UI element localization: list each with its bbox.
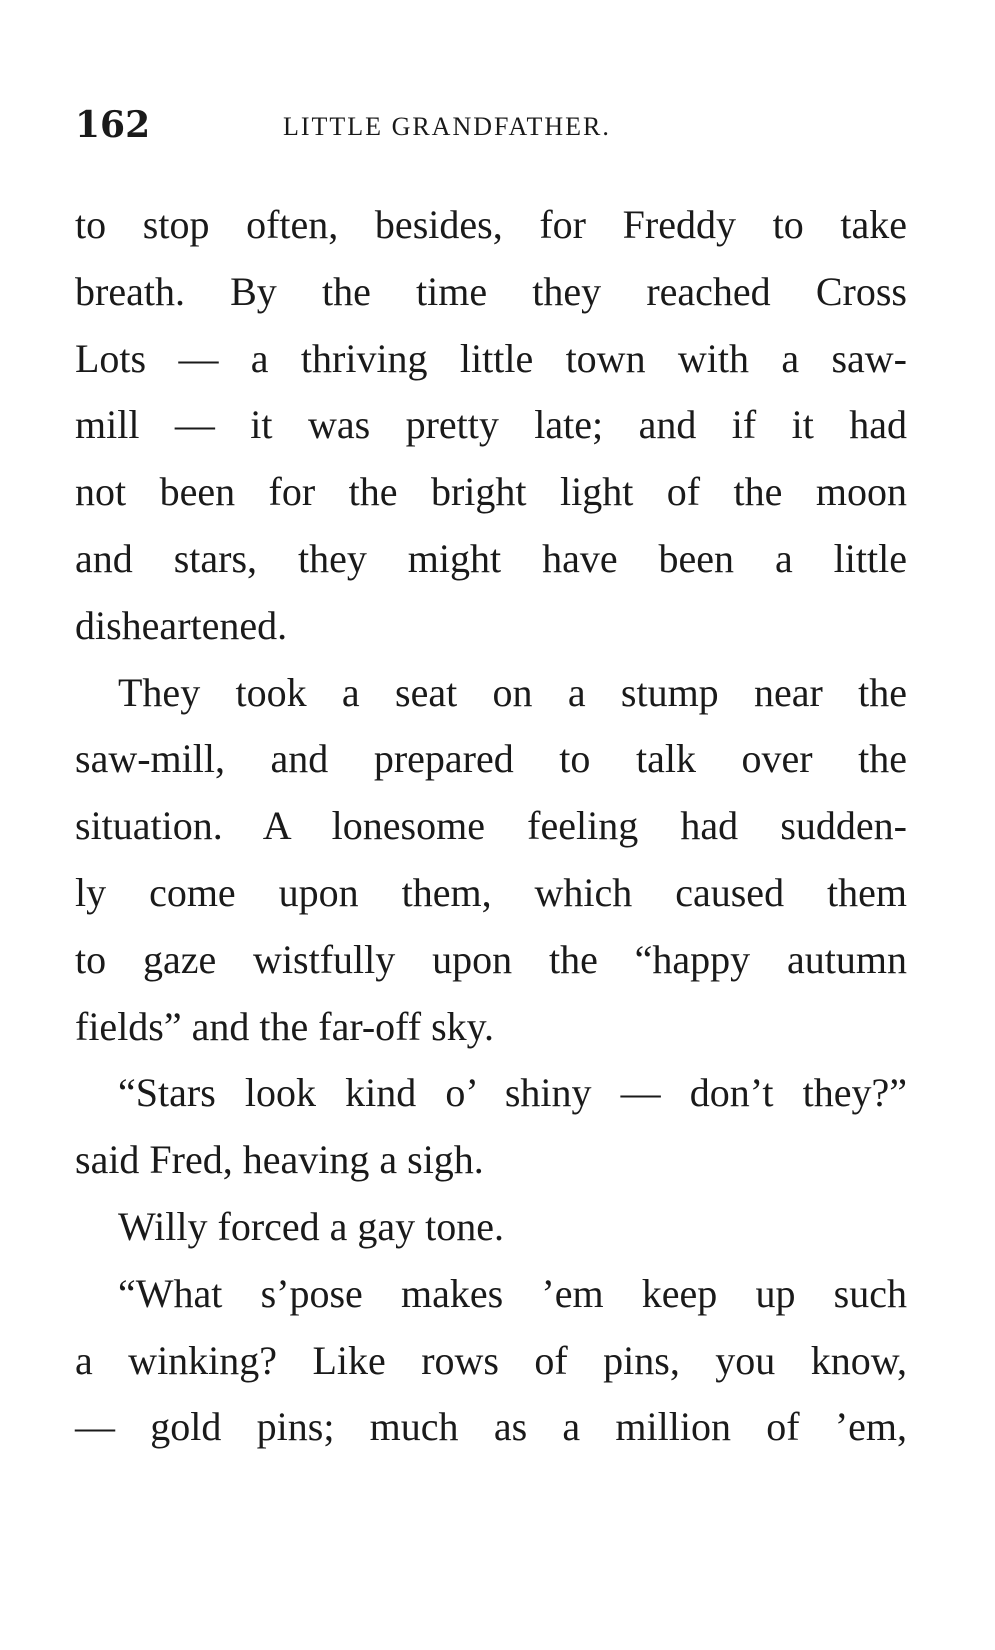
text-line: and stars, they might have been a little bbox=[75, 535, 907, 581]
running-head bbox=[75, 100, 907, 150]
text-line: — gold pins; much as a million of ’em, bbox=[75, 1404, 907, 1450]
text-line: They took a seat on a stump near the bbox=[118, 669, 907, 715]
text-line: Lots — a thriving little town with a saw- bbox=[75, 335, 907, 381]
text-line: a winking? Like rows of pins, you know, bbox=[75, 1337, 907, 1383]
text-line: fields” and the far-off sky. bbox=[75, 1003, 495, 1049]
text-line: “What s’pose makes ’em keep up such bbox=[118, 1270, 907, 1316]
text-line: “Stars look kind o’ shiny — don’t they?” bbox=[118, 1070, 907, 1116]
running-title: LITTLE GRANDFATHER. bbox=[283, 112, 611, 141]
text-line: disheartened. bbox=[75, 602, 288, 648]
text-line: saw-mill, and prepared to talk over the bbox=[75, 736, 907, 782]
text-line: breath. By the time they reached Cross bbox=[75, 268, 907, 314]
text-line: to stop often, besides, for Freddy to take bbox=[75, 202, 907, 247]
text-line: situation. A lonesome feeling had sudden- bbox=[75, 803, 907, 849]
text-line: said Fred, heaving a sigh. bbox=[75, 1137, 484, 1183]
text-line: Willy forced a gay tone. bbox=[118, 1203, 505, 1249]
text-line: ly come upon them, which caused them bbox=[75, 869, 907, 915]
text-line: mill — it was pretty late; and if it had bbox=[75, 402, 907, 448]
body-text bbox=[75, 192, 907, 1461]
page-number: 162 bbox=[75, 104, 151, 146]
text-line: not been for the bright light of the moon bbox=[75, 469, 907, 515]
text-line: to gaze wistfully upon the “happy autumn bbox=[75, 936, 907, 982]
